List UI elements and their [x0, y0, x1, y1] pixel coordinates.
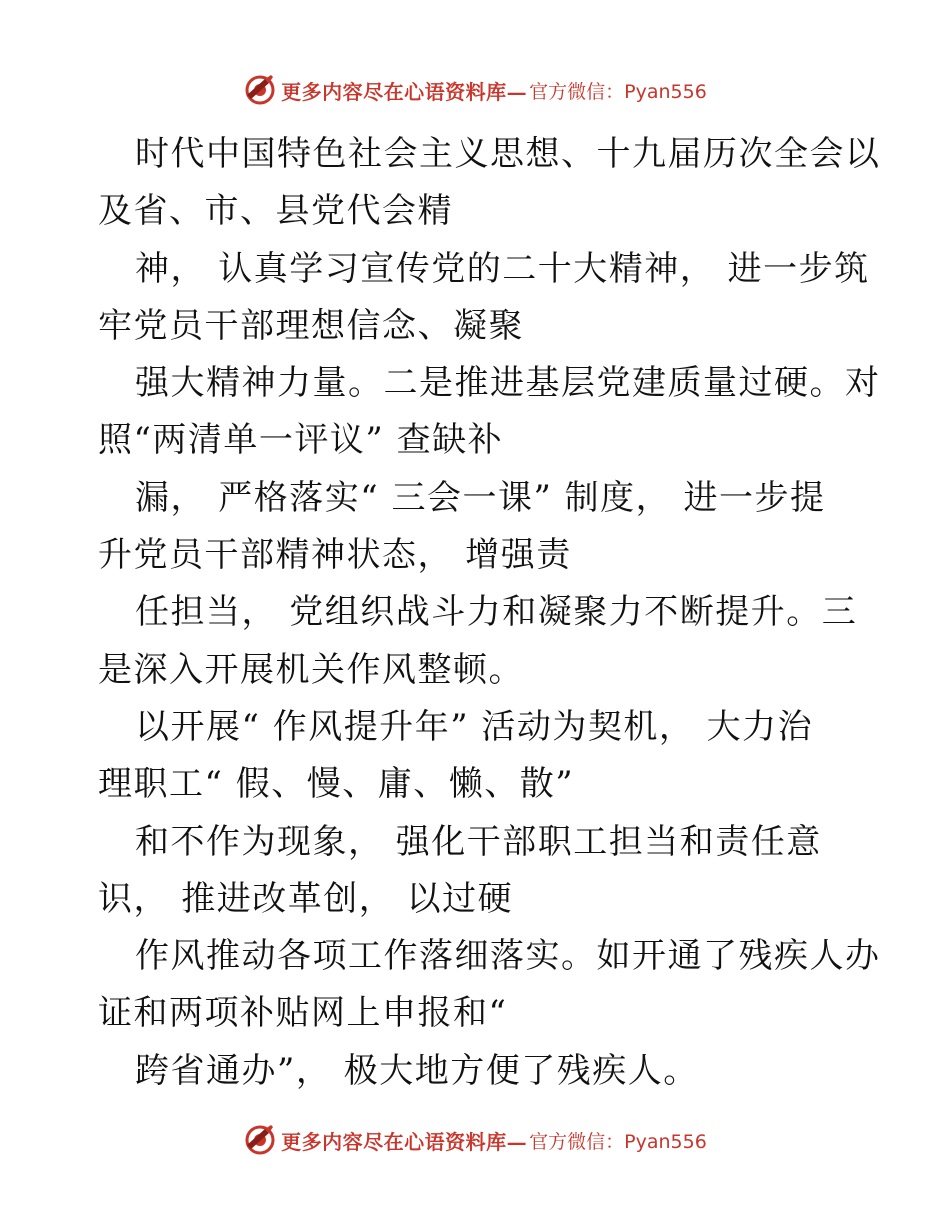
- document-body: [98, 126, 881, 1100]
- text-line: 神， 认真学习宣传党的二十大精神， 进一步筑: [135, 248, 870, 289]
- text-line: 漏， 严格落实“ 三会一课” 制度， 进一步提: [135, 477, 826, 518]
- text-line: 作风推动各项工作落细落实。如开通了残疾人办: [135, 936, 881, 977]
- text-line: 是深入开展机关作风整顿。: [98, 649, 524, 690]
- logo-icon: [243, 73, 277, 107]
- text-line: 牢党员干部理想信念、凝聚: [98, 305, 524, 346]
- header-banner: [0, 70, 950, 110]
- banner-wechat: 官方微信：Pyan556: [529, 1130, 707, 1153]
- text-line: 理职工“ 假、慢、庸、懒、散”: [98, 764, 575, 805]
- text-line: 强大精神力量。二是推进基层党建质量过硬。对: [135, 363, 881, 404]
- text-line: 识， 推进改革创， 以过硬: [98, 878, 514, 919]
- text-line: 及省、市、县党代会精: [98, 191, 453, 232]
- text-line: 照“两清单一评议” 查缺补: [98, 420, 504, 461]
- banner-wechat: 官方微信：Pyan556: [529, 80, 707, 103]
- footer-banner: [0, 1120, 950, 1160]
- text-line: 任担当， 党组织战斗力和凝聚力不断提升。三: [135, 592, 858, 633]
- text-line: 和不作为现象， 强化干部职工担当和责任意: [135, 821, 822, 862]
- text-line: 升党员干部精神状态， 增强责: [98, 535, 572, 576]
- text-line: 以开展“ 作风提升年” 活动为契机， 大力治: [135, 706, 814, 747]
- text-line: 跨省通办”， 极大地方便了残疾人。: [135, 1050, 699, 1091]
- text-line: 时代中国特色社会主义思想、十九届历次全会以: [135, 134, 881, 174]
- banner-slogan: 更多内容尽在心语资料库—: [281, 79, 528, 104]
- banner-slogan: 更多内容尽在心语资料库—: [281, 1129, 528, 1154]
- logo-icon: [243, 1123, 277, 1157]
- text-line: 证和两项补贴网上申报和“: [98, 993, 508, 1034]
